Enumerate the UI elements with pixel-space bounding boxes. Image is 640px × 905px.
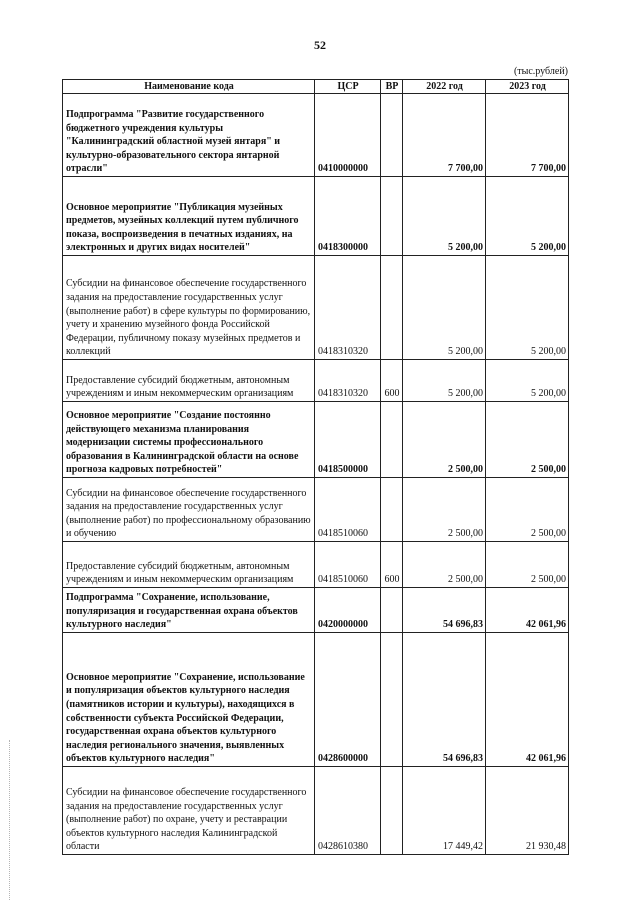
row-2022: 54 696,83 <box>403 633 486 767</box>
row-2022: 2 500,00 <box>403 402 486 478</box>
row-csr: 0418510060 <box>315 542 381 588</box>
table-row <box>63 588 569 633</box>
row-csr: 0418310320 <box>315 256 381 360</box>
row-2023: 5 200,00 <box>486 360 569 402</box>
row-vr <box>381 588 403 633</box>
row-csr: 0418300000 <box>315 177 381 256</box>
row-2023: 42 061,96 <box>486 633 569 767</box>
header-name: Наименование кода <box>63 80 315 94</box>
row-vr <box>381 633 403 767</box>
row-2022: 2 500,00 <box>403 542 486 588</box>
table-row <box>63 633 569 767</box>
row-2023: 5 200,00 <box>486 177 569 256</box>
row-name: Предоставление субсидий бюджетным, автономным учреждениям и иным некоммерческим организациям <box>63 360 315 402</box>
budget-table <box>62 79 569 855</box>
row-2022: 2 500,00 <box>403 478 486 542</box>
table-row <box>63 256 569 360</box>
row-csr: 0418500000 <box>315 402 381 478</box>
row-name: Субсидии на финансовое обеспечение государственного задания на предоставление государственных услуг (выполнение работ) в сфере культуры по формированию, учету и хранению музейного фонда Российской Федерации, публичному показу музейных предметов и коллекций <box>63 256 315 360</box>
row-2022: 5 200,00 <box>403 256 486 360</box>
row-vr <box>381 177 403 256</box>
row-csr: 0418310320 <box>315 360 381 402</box>
row-csr: 0410000000 <box>315 94 381 177</box>
table-row <box>63 478 569 542</box>
row-vr <box>381 767 403 855</box>
row-vr: 600 <box>381 542 403 588</box>
margin-scan-dots <box>9 740 11 900</box>
row-2022: 7 700,00 <box>403 94 486 177</box>
table-row <box>63 94 569 177</box>
header-2023: 2023 год <box>486 80 569 94</box>
row-2023: 2 500,00 <box>486 402 569 478</box>
row-name: Основное мероприятие "Сохранение, использование и популяризация объектов культурного наследия (памятников истории и культуры), находящихся в собственности субъекта Российской Федерации, государственная охрана объектов культурного наследия регионального значения, выявленных объектов культурного наследия" <box>63 633 315 767</box>
header-csr: ЦСР <box>315 80 381 94</box>
row-vr <box>381 256 403 360</box>
row-vr <box>381 402 403 478</box>
page-number: 52 <box>314 38 326 52</box>
table-row <box>63 767 569 855</box>
row-2022: 54 696,83 <box>403 588 486 633</box>
table-row <box>63 402 569 478</box>
row-2023: 5 200,00 <box>486 256 569 360</box>
header-2022: 2022 год <box>403 80 486 94</box>
row-csr: 0420000000 <box>315 588 381 633</box>
table-row <box>63 177 569 256</box>
table-row <box>63 542 569 588</box>
units-label: (тыс.рублей) <box>513 66 568 77</box>
row-name: Подпрограмма "Развитие государственного бюджетного учреждения культуры "Калининградский областной музей янтаря" и культурно-образовательного сектора янтарной отрасли" <box>63 94 315 177</box>
header-vr: ВР <box>381 80 403 94</box>
row-name: Предоставление субсидий бюджетным, автономным учреждениям и иным некоммерческим организациям <box>63 542 315 588</box>
row-name: Подпрограмма "Сохранение, использование, популяризация и государственная охрана объектов культурного наследия" <box>63 588 315 633</box>
row-2022: 17 449,42 <box>403 767 486 855</box>
row-vr: 600 <box>381 360 403 402</box>
row-csr: 0418510060 <box>315 478 381 542</box>
row-name: Основное мероприятие "Создание постоянно действующего механизма планирования модернизации системы профессионального образования в Калининградской области на основе прогноза кадровых потребностей" <box>63 402 315 478</box>
row-2022: 5 200,00 <box>403 360 486 402</box>
row-2023: 7 700,00 <box>486 94 569 177</box>
row-vr <box>381 94 403 177</box>
row-2023: 2 500,00 <box>486 478 569 542</box>
row-name: Основное мероприятие "Публикация музейных предметов, музейных коллекций путем публичного показа, воспроизведения в печатных изданиях, на электронных и других видах носителей" <box>63 177 315 256</box>
row-2023: 42 061,96 <box>486 588 569 633</box>
row-vr <box>381 478 403 542</box>
row-2023: 2 500,00 <box>486 542 569 588</box>
row-name: Субсидии на финансовое обеспечение государственного задания на предоставление государственных услуг (выполнение работ) по профессиональному образованию и обучению <box>63 478 315 542</box>
row-2022: 5 200,00 <box>403 177 486 256</box>
table-header-row <box>63 80 569 94</box>
row-name: Субсидии на финансовое обеспечение государственного задания на предоставление государственных услуг (выполнение работ) по охране, учету и реставрации объектов культурного наследия Калининградской области <box>63 767 315 855</box>
row-2023: 21 930,48 <box>486 767 569 855</box>
table-row <box>63 360 569 402</box>
row-csr: 0428600000 <box>315 633 381 767</box>
row-csr: 0428610380 <box>315 767 381 855</box>
